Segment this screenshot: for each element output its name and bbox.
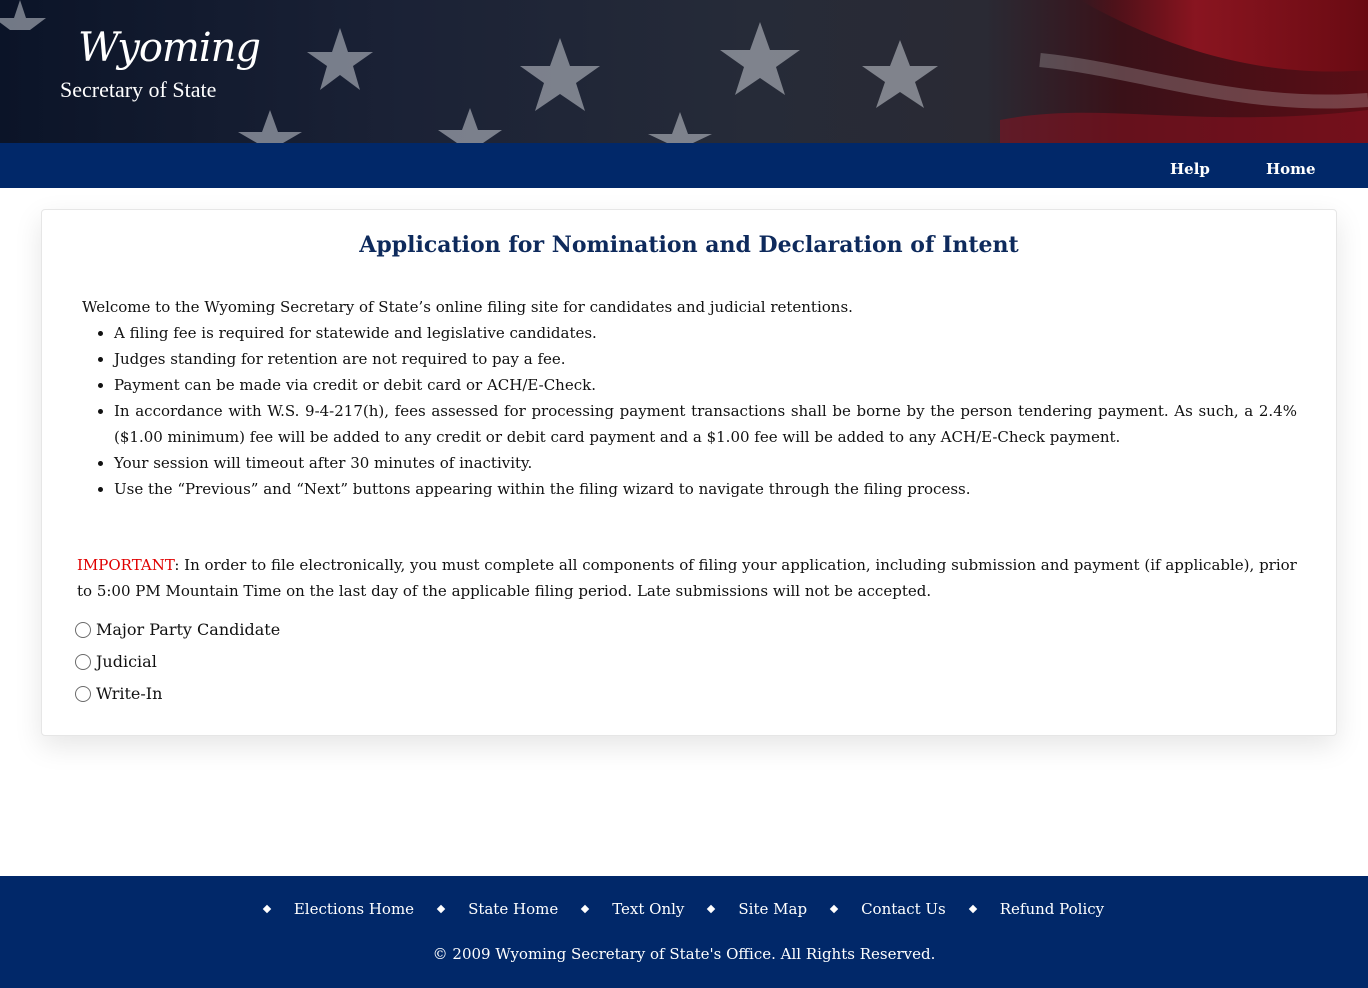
- radio-button-icon[interactable]: [75, 622, 91, 638]
- footer-link-site-map[interactable]: [708, 900, 807, 918]
- footer-links: [0, 900, 1368, 918]
- diamond-bullet-icon: [969, 905, 977, 913]
- footer-link-label[interactable]: Text Only: [612, 900, 685, 918]
- diamond-bullet-icon: [581, 905, 589, 913]
- radio-label[interactable]: Major Party Candidate: [96, 620, 281, 639]
- footer-link-label[interactable]: Site Map: [738, 900, 808, 918]
- page-title: Application for Nomination and Declaration of Intent: [359, 232, 1019, 258]
- footer-link-label[interactable]: Refund Policy: [999, 900, 1105, 918]
- nav-home-link[interactable]: Home: [1266, 160, 1316, 178]
- radio-label[interactable]: Write-In: [96, 684, 163, 703]
- important-text: : In order to file electronically, you must complete all components of filing your application, including submission and payment (if applicable), prior to 5:00 PM Mountain Time on the last day of the applicable filing period. Late submissions will not be accepted.: [77, 556, 1297, 600]
- radio-button-icon[interactable]: [75, 654, 91, 670]
- radio-button-icon[interactable]: [75, 686, 91, 702]
- diamond-bullet-icon: [437, 905, 445, 913]
- bullet-navigation: Use the “Previous” and “Next” buttons appearing within the filing wizard to navigate through the filing process.: [98, 476, 1297, 502]
- radio-major-party-candidate[interactable]: [75, 620, 280, 639]
- footer-link-refund-policy[interactable]: [970, 900, 1104, 918]
- diamond-bullet-icon: [830, 905, 838, 913]
- page-footer: [0, 876, 1368, 988]
- footer-link-label[interactable]: State Home: [468, 900, 559, 918]
- radio-label[interactable]: Judicial: [96, 652, 157, 671]
- nav-help-link[interactable]: Help: [1170, 160, 1210, 178]
- diamond-bullet-icon: [263, 905, 271, 913]
- bullet-processing-fee: In accordance with W.S. 9-4-217(h), fees assessed for processing payment transactions shall be borne by the person tendering payment. As such, a 2.4% ($1.00 minimum) fee will be added to any credit or debit card payment and a $1.00 fee will be added to any ACH/E-Check payment.: [98, 398, 1297, 450]
- footer-link-label[interactable]: Contact Us: [861, 900, 946, 918]
- copyright-text: © 2009 Wyoming Secretary of State's Office. All Rights Reserved.: [432, 945, 936, 963]
- wyoming-sos-logo[interactable]: [60, 22, 261, 104]
- bullet-filing-fee: A filing fee is required for statewide and legislative candidates.: [98, 320, 1297, 346]
- footer-link-label[interactable]: Elections Home: [293, 900, 415, 918]
- top-nav-bar: [0, 143, 1368, 188]
- bullet-payment-methods: Payment can be made via credit or debit card or ACH/E-Check.: [98, 372, 1297, 398]
- footer-link-text-only[interactable]: [582, 900, 684, 918]
- radio-write-in[interactable]: [75, 684, 162, 703]
- diamond-bullet-icon: [707, 905, 715, 913]
- header-banner: [0, 0, 1368, 143]
- application-card: [41, 209, 1337, 736]
- radio-judicial[interactable]: [75, 652, 157, 671]
- important-label: IMPORTANT: [77, 556, 175, 574]
- footer-link-state-home[interactable]: [438, 900, 558, 918]
- logo-subtitle: Secretary of State: [60, 77, 217, 102]
- welcome-text: Welcome to the Wyoming Secretary of State’s online filing site for candidates and judicial retentions.: [82, 298, 853, 316]
- intro-section: [82, 294, 1297, 502]
- footer-link-elections-home[interactable]: [264, 900, 414, 918]
- footer-link-contact-us[interactable]: [831, 900, 946, 918]
- important-notice: [77, 552, 1303, 604]
- bullet-judges-fee: Judges standing for retention are not required to pay a fee.: [98, 346, 1297, 372]
- bullet-session-timeout: Your session will timeout after 30 minutes of inactivity.: [98, 450, 1297, 476]
- info-bullet-list: [98, 320, 1297, 502]
- logo-script-text: Wyoming: [78, 25, 261, 71]
